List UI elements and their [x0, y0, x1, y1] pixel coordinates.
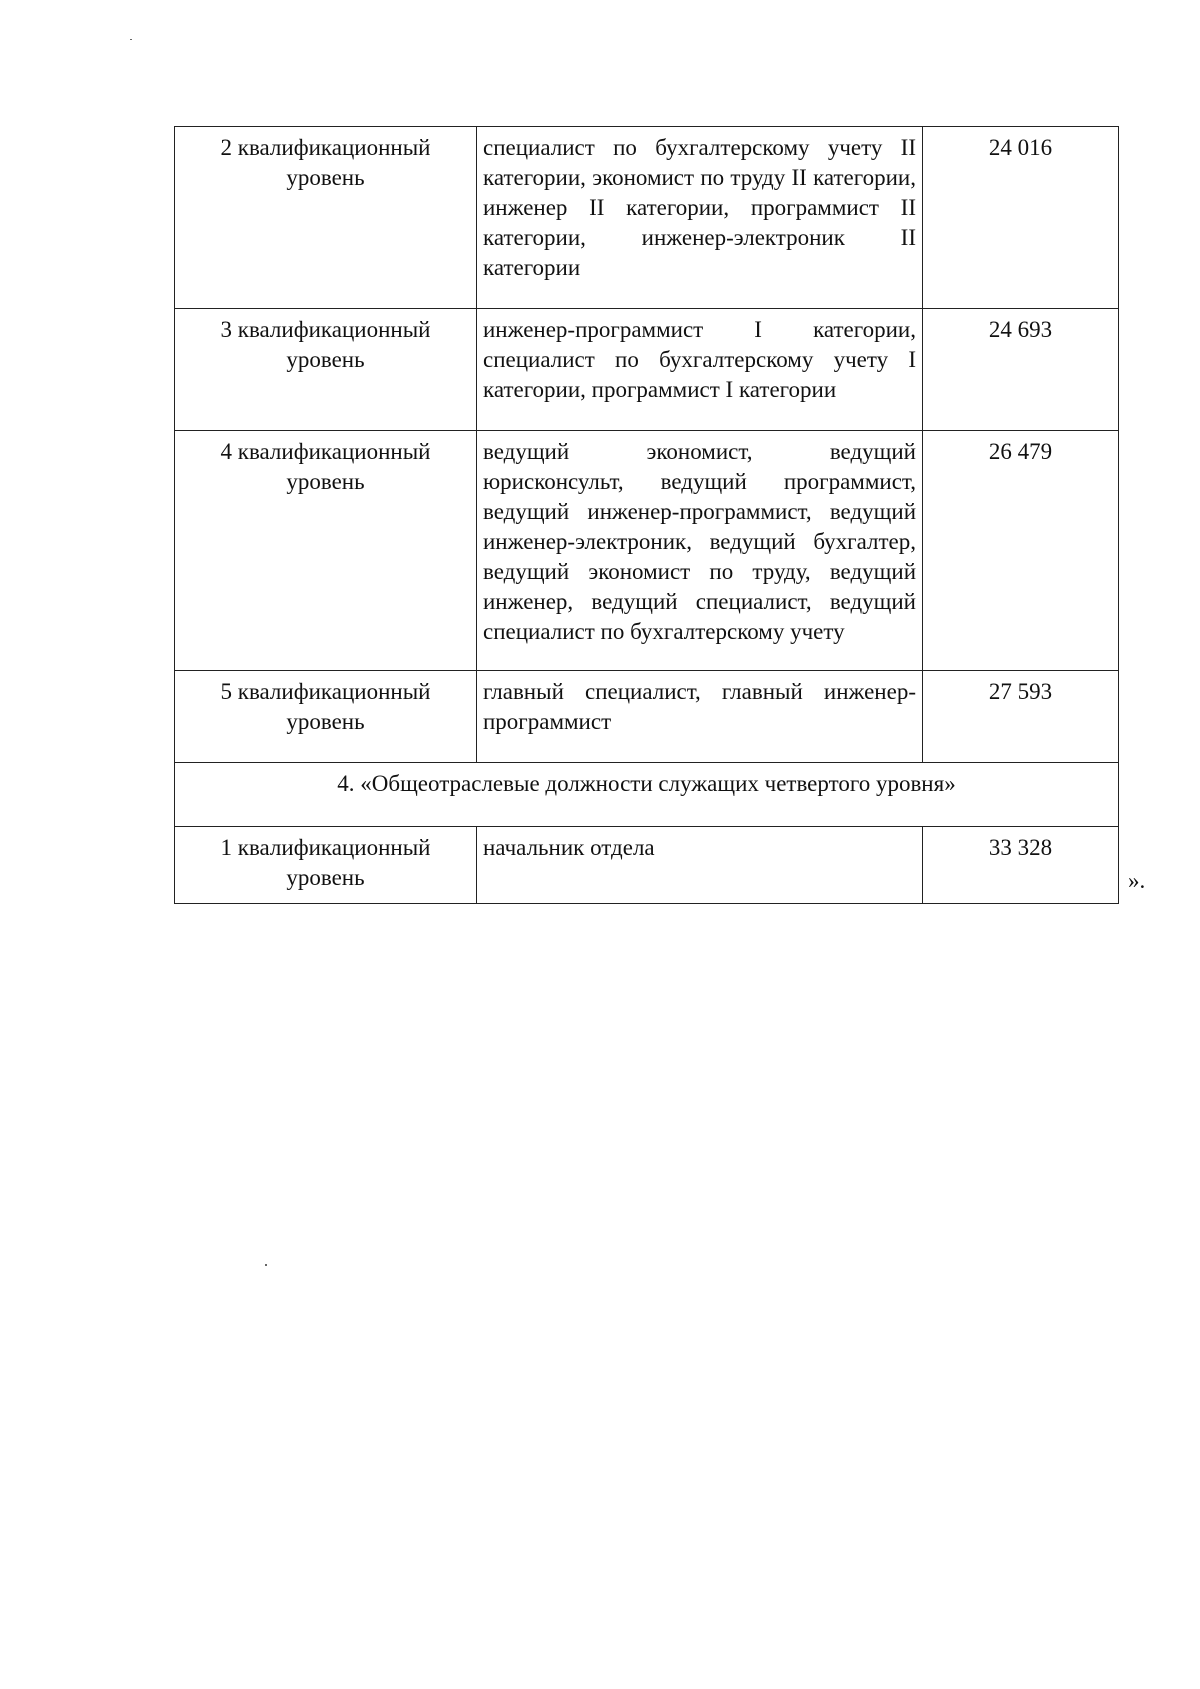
scan-speck	[265, 1264, 267, 1266]
salary-value: 24 016	[923, 127, 1119, 309]
qualification-level: 3 квалификационный уровень	[175, 309, 477, 431]
table-row	[175, 127, 1119, 309]
section-header: 4. «Общеотраслевые должности служащих четвертого уровня»	[175, 763, 1119, 827]
positions-list: специалист по бухгалтерскому учету II категории, экономист по труду II категории, инженер II категории, программист II категории, инженер-электроник II категории	[477, 127, 923, 309]
qualification-level: 4 квалификационный уровень	[175, 431, 477, 671]
table-row	[175, 309, 1119, 431]
table-row	[175, 827, 1119, 904]
section-header-row	[175, 763, 1119, 827]
salary-value: 24 693	[923, 309, 1119, 431]
positions-list: начальник отдела	[477, 827, 923, 904]
salary-value: 27 593	[923, 671, 1119, 763]
scan-speck	[130, 39, 132, 40]
salary-value: 33 328	[923, 827, 1119, 904]
positions-list: ведущий экономист, ведущий юрисконсульт, ведущий программист, ведущий инженер-программист, ведущий инженер-электроник, ведущий бухгалтер, ведущий экономист по труду, ведущий инженер, ведущий специалист, ведущий специалист по бухгалтерскому учету	[477, 431, 923, 671]
positions-list: инженер-программист I категории, специалист по бухгалтерскому учету I категории, программист I категории	[477, 309, 923, 431]
table-row	[175, 671, 1119, 763]
closing-quote-mark: ».	[1128, 868, 1146, 893]
salary-table	[174, 126, 1119, 904]
positions-list: главный специалист, главный инженер-программист	[477, 671, 923, 763]
qualification-level: 5 квалификационный уровень	[175, 671, 477, 763]
table-row	[175, 431, 1119, 671]
salary-value: 26 479	[923, 431, 1119, 671]
qualification-level: 1 квалификационный уровень	[175, 827, 477, 904]
qualification-level: 2 квалификационный уровень	[175, 127, 477, 309]
